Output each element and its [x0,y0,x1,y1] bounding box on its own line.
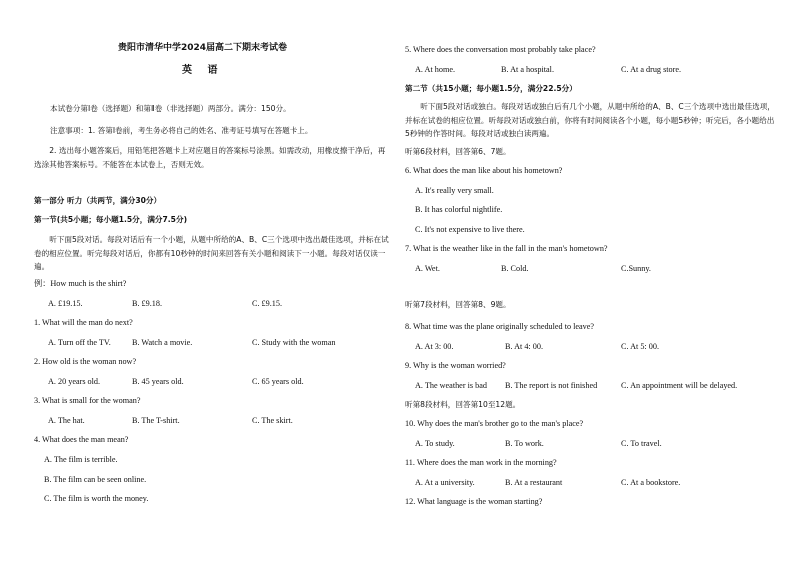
example-option-a: A. £19.15. [48,299,83,308]
q11-text: 11. Where does the man work in the morning? [405,458,557,467]
q7-text: 7. What is the weather like in the fall in the man's hometown? [405,244,608,253]
q1-text: 1. What will the man do next? [34,318,133,327]
q5-option-c: C. At a drug store. [621,65,682,74]
q9-option-b: B. The report is not finished [505,381,598,390]
exam-subject: 英 语 [182,65,224,76]
q8-option-c: C. At 5: 00. [621,342,659,351]
q11-option-c: C. At a bookstore. [621,478,681,487]
section2-directions: 听下面5段对话或独白。每段对话或独白后有几个小题，从题中所给的A、B、C三个选项中选出最佳选项，并标在试卷的相应位置。听每段对话或独白前，你将有时间阅读各个小题，每小题5秒钟；听完后，各小题给出5秒钟的作答时间。每段对话或独白读两遍。 [405,102,775,138]
material8-heading: 听第8段材料，回答第10至12题。 [405,400,521,409]
q1-option-c: C. Study with the woman [252,338,336,347]
q6-option-c: C. It's not expensive to live there. [415,225,525,234]
example-option-c: C. £9.15. [252,299,283,308]
section1-directions: 听下面5段对话。每段对话后有一个小题，从题中所给的A、B、C三个选项中选出最佳选项，并标在试卷的相应位置。听完每段对话后，你都有10秒钟的时间来回答有关小题和阅读下一小题。每段对话仅读一遍。 [34,235,389,271]
q2-text: 2. How old is the woman now? [34,357,137,366]
example-option-b: B. £9.18. [132,299,163,308]
q5-option-a: A. At home. [415,65,456,74]
q8-text: 8. What time was the plane originally scheduled to leave? [405,322,595,331]
q5-option-b: B. At a hospital. [501,65,554,74]
q4-option-a: A. The film is terrible. [44,455,118,464]
q3-option-b: B. The T-shirt. [132,416,180,425]
q7-option-c: C.Sunny. [621,264,651,273]
q10-option-c: C. To travel. [621,439,662,448]
instructions-line1: 本试卷分第Ⅰ卷（选择题）和第Ⅱ卷（非选择题）两部分。满分：150分。 [50,104,291,113]
instructions-line3: 2. 选出每小题答案后，用铅笔把答题卡上对应题目的答案标号涂黑。如需改动，用橡皮擦干净后，再选涂其他答案标号。不能答在本试卷上，否则无效。 [34,146,386,169]
instructions-line2: 注意事项：1. 答第Ⅰ卷前，考生务必将自己的姓名、准考证号填写在答题卡上。 [50,126,313,135]
q9-text: 9. Why is the woman worried? [405,361,506,370]
part1-heading: 第一部分 听力（共两节，满分30分） [34,196,162,205]
q1-option-b: B. Watch a movie. [132,338,193,347]
q11-option-a: A. At a university. [415,478,475,487]
q10-option-a: A. To study. [415,439,455,448]
q10-option-b: B. To work. [505,439,544,448]
q9-option-c: C. An appointment will be delayed. [621,381,738,390]
q3-option-c: C. The skirt. [252,416,293,425]
q2-option-c: C. 65 years old. [252,377,304,386]
q4-text: 4. What does the man mean? [34,435,129,444]
material6-heading: 听第6段材料，回答第6、7题。 [405,147,511,156]
q6-option-a: A. It's really very small. [415,186,494,195]
q2-option-a: A. 20 years old. [48,377,101,386]
q11-option-b: B. At a restaurant [505,478,563,487]
q6-text: 6. What does the man like about his hometown? [405,166,563,175]
q3-option-a: A. The hat. [48,416,85,425]
example-question: 例：How much is the shirt? [34,279,127,288]
q12-text: 12. What language is the woman starting? [405,497,543,506]
q5-text: 5. Where does the conversation most probably take place? [405,45,596,54]
section2-heading: 第二节（共15小题；每小题1.5分，满分22.5分） [405,84,577,93]
q1-option-a: A. Turn off the TV. [48,338,111,347]
material7-heading: 听第7段材料，回答第8、9题。 [405,300,511,309]
q4-option-c: C. The film is worth the money. [44,494,149,503]
q10-text: 10. Why does the man's brother go to the man's place? [405,419,584,428]
q8-option-b: B. At 4: 00. [505,342,543,351]
q4-option-b: B. The film can be seen online. [44,475,147,484]
q7-option-a: A. Wet. [415,264,440,273]
q3-text: 3. What is small for the woman? [34,396,141,405]
q9-option-a: A. The weather is bad [415,381,487,390]
exam-title: 贵阳市清华中学2024届高二下期末考试卷 [118,43,288,53]
q6-option-b: B. It has colorful nightlife. [415,205,503,214]
q8-option-a: A. At 3: 00. [415,342,454,351]
q2-option-b: B. 45 years old. [132,377,184,386]
section1-heading: 第一节(共5小题；每小题1.5分，满分7.5分) [34,215,188,224]
q7-option-b: B. Cold. [501,264,529,273]
